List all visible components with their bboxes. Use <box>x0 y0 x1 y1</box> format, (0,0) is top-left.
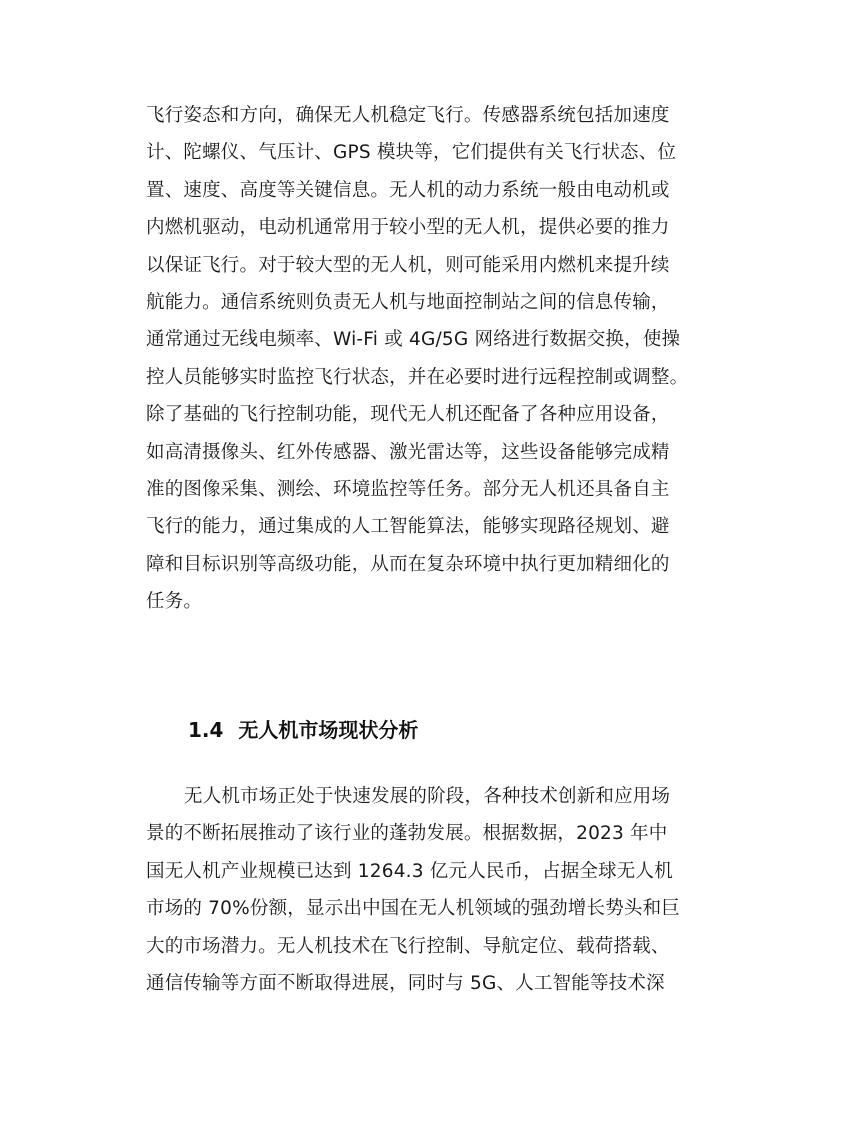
paragraph-line: 无人机市场正处于快速发展的阶段，各种技术创新和应用场 <box>184 786 671 807</box>
paragraph-line: 控人员能够实时监控飞行状态，并在必要时进行远程控制或调整。 <box>146 366 689 388</box>
section-title: 无人机市场现状分析 <box>238 718 419 742</box>
section-heading <box>188 712 418 748</box>
paragraph-line: 景的不断拓展推动了该行业的蓬勃发展。根据数据，2023 年中 <box>146 823 668 845</box>
paragraph-line: 障和目标识别等高级功能，从而在复杂环境中执行更加精细化的 <box>146 553 670 575</box>
paragraph-line: 飞行姿态和方向，确保无人机稳定飞行。传感器系统包括加速度 <box>146 105 670 126</box>
paragraph-line: 市场的 70%份额，显示出中国在无人机领域的强劲增长势头和巨 <box>146 898 681 920</box>
section-number: 1.4 <box>188 718 224 742</box>
paragraph-line: 如高清摄像头、红外传感器、激光雷达等，这些设备能够完成精 <box>146 441 670 463</box>
paragraph-line: 计、陀螺仪、气压计、GPS 模块等，它们提供有关飞行状态、位 <box>146 142 677 164</box>
paragraph-line: 内燃机驱动，电动机通常用于较小型的无人机，提供必要的推力 <box>146 217 670 239</box>
paragraph-line: 航能力。通信系统则负责无人机与地面控制站之间的信息传输， <box>146 291 670 313</box>
body-paragraph-market <box>146 778 706 1002</box>
paragraph-line: 任务。 <box>146 591 203 613</box>
paragraph-line: 国无人机产业规模已达到 1264.3 亿元人民币，占据全球无人机 <box>146 860 673 882</box>
paragraph-line: 通信传输等方面不断取得进展，同时与 5G、人工智能等技术深 <box>146 972 665 994</box>
paragraph-line: 置、速度、高度等关键信息。无人机的动力系统一般由电动机或 <box>146 179 670 201</box>
paragraph-line: 飞行的能力，通过集成的人工智能算法，能够实现路径规划、避 <box>146 516 670 538</box>
paragraph-line: 通常通过无线电频率、Wi-Fi 或 4G/5G 网络进行数据交换，使操 <box>146 329 681 351</box>
paragraph-line: 以保证飞行。对于较大型的无人机，则可能采用内燃机来提升续 <box>146 254 670 276</box>
paragraph-line: 大的市场潜力。无人机技术在飞行控制、导航定位、载荷搭载、 <box>146 935 670 957</box>
paragraph-line: 除了基础的飞行控制功能，现代无人机还配备了各种应用设备， <box>146 404 670 426</box>
paragraph-line: 准的图像采集、测绘、环境监控等任务。部分无人机还具备自主 <box>146 478 670 500</box>
body-paragraph <box>146 97 706 620</box>
